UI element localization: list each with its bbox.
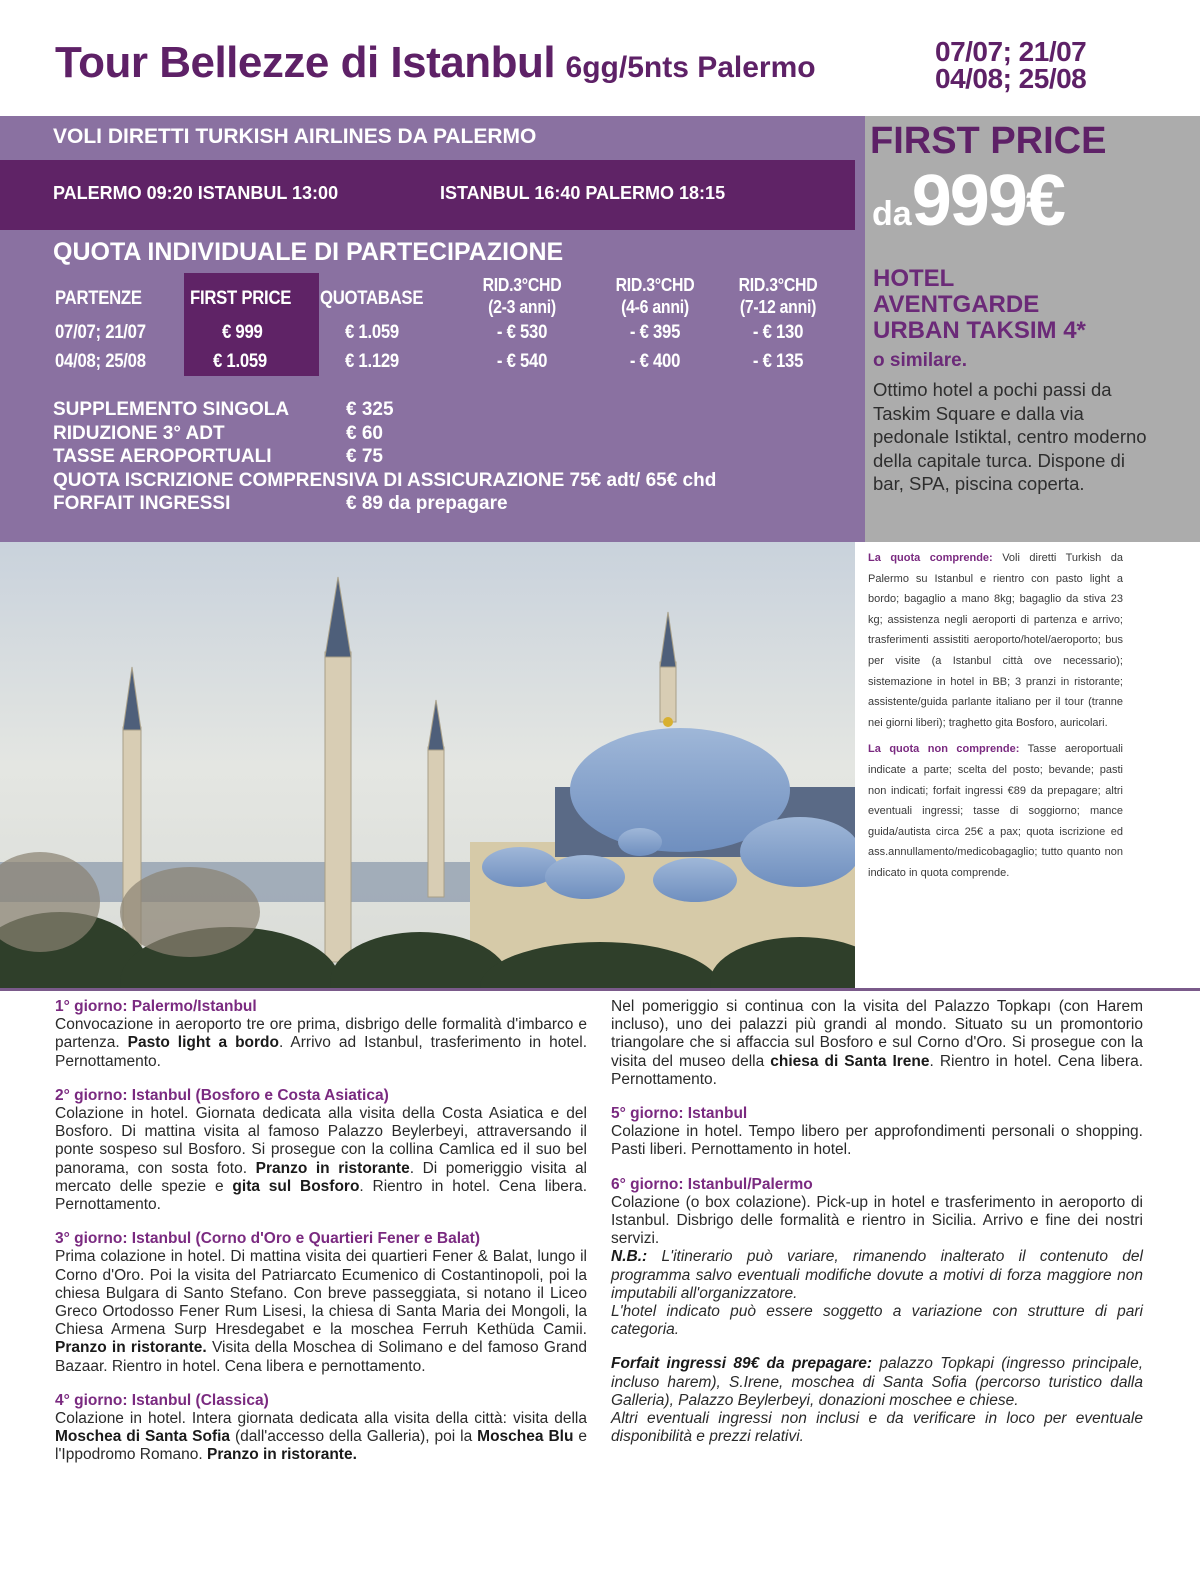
forfait-note: [611, 1355, 1143, 1446]
row2-partenze: 04/08; 25/08: [55, 351, 146, 372]
row1-partenze: 07/07; 21/07: [55, 322, 146, 343]
hotel-description: Ottimo hotel a pochi passi da Taskim Square e dalla via pedonale Istiktal, centro moderno della capitale turca. Dispone di bar, SPA, piscina coperta.: [873, 379, 1147, 494]
mosque-photo: [0, 542, 855, 990]
extra-value: € 325: [346, 399, 394, 420]
itinerary-day-4-continued: [611, 998, 1143, 1089]
day-text: Nel pomeriggio si continua con la visita del Palazzo Topkapı (con Harem incluso), uno dei palazzi più grandi al mondo. Situato su un promontorio triangolare che si affaccia sul Bosforo e sul Corno d'Oro. Si prosegue con la visita del museo della chiesa di Santa Irene. Rientro in hotel. Cena libera. Pernottamento.: [611, 998, 1143, 1088]
first-price-label: FIRST PRICE: [870, 120, 1107, 162]
itinerary-right-column: [611, 998, 1143, 1462]
extra-label: RIDUZIONE 3° ADT: [53, 422, 225, 444]
extra-value: € 75: [346, 446, 383, 467]
row1-quotabase: € 1.059: [345, 322, 399, 343]
day-title: 1° giorno: Palermo/Istanbul: [55, 998, 257, 1015]
flight-return: ISTANBUL 16:40 PALERMO 18:15: [440, 183, 726, 203]
row1-rid-2-3: - € 530: [496, 322, 548, 343]
day-text: Colazione in hotel. Intera giornata dedicata alla visita della città: visita della Moschea di Santa Sofia (dall'accesso della Galleria), poi la Moschea Blu e l'Ippodromo Romano. Pranzo in ristorante.: [55, 1410, 587, 1464]
row1-rid-4-6: - € 395: [629, 322, 681, 343]
nb-note: N.B.: L'itinerario può variare, rimanendo inalterato il contenuto del programma salvo eventuali modifiche dovute a motivi di forza maggiore non imputabili all'organizzatore.: [611, 1248, 1143, 1302]
section-divider: [0, 988, 1200, 991]
col-header-partenze: PARTENZE: [55, 288, 142, 309]
hotel-name-line3: URBAN TAKSIM 4*: [873, 317, 1086, 344]
departure-dates: [935, 38, 1086, 92]
row2-first-price: € 1.059: [213, 351, 267, 372]
hotel-note: L'hotel indicato può essere soggetto a variazione con strutture di pari categoria.: [611, 1303, 1143, 1339]
itinerary-left-column: [55, 998, 587, 1481]
row1-first-price: € 999: [222, 322, 263, 343]
page-title: [55, 38, 816, 88]
row2-rid-2-3: - € 540: [496, 351, 548, 372]
small-dome: [653, 858, 737, 902]
includes-label: La quota comprende:: [868, 552, 993, 564]
day-title: 6° giorno: Istanbul/Palermo: [611, 1175, 813, 1193]
side-dome: [740, 817, 855, 887]
row2-rid-4-6: - € 400: [629, 351, 681, 372]
itinerary-day-2: [55, 1087, 587, 1214]
col-header-rid-4-6-line1: RID.3°CHD: [615, 275, 695, 295]
row1-rid-7-12: - € 130: [752, 322, 804, 343]
col-header-rid-2-3-line1: RID.3°CHD: [482, 275, 562, 295]
header: [0, 0, 1200, 116]
other-entries-note: Altri eventuali ingressi non inclusi e da verificare in loco per eventuale disponibilità e prezzi relativi.: [611, 1410, 1143, 1446]
forfait-text: Forfait ingressi 89€ da prepagare: palazzo Topkapi (ingresso principale, incluso harem), S.Irene, moschea di Santa Sofia (percorso turistico dalla Galleria), Palazzo Beylerbeyi, donazioni moschee e chiese.: [611, 1355, 1143, 1409]
quote-excludes: [868, 739, 1123, 883]
col-header-rid-7-12-line2: (7-12 anni): [739, 297, 817, 317]
day-title: 5° giorno: Istanbul: [611, 1105, 748, 1123]
includes-text: Voli diretti Turkish da Palermo su Istanbul e rientro con pasto light a bordo; bagaglio a mano 8kg; bagaglio da stiva 23 kg; assistenza negli aeroporti di partenza e arrivo; trasferimenti assistiti aeroporto/hotel/aeroporto; bus per visite (a Istanbul città ove necessario); sistemazione in hotel in BB; 3 pranzi in ristorante; assistente/guida parlante italiano per il tour (tranne nei giorni liberi); traghetto gita Bosforo, auricolari.: [868, 552, 1123, 729]
itinerary-day-5: [611, 1105, 1143, 1160]
price-prefix: da: [872, 195, 912, 233]
tour-subtitle: 6gg/5nts Palermo: [565, 51, 816, 84]
quote-details: [868, 548, 1123, 890]
itinerary-day-1: [55, 998, 587, 1071]
col-header-rid-7-12-line1: RID.3°CHD: [738, 275, 818, 295]
day-text: Colazione in hotel. Tempo libero per approfondimenti personali o shopping. Pasti liberi. Pernottamento in hotel.: [611, 1123, 1143, 1159]
itinerary-day-4: [55, 1392, 587, 1465]
day-title: 2° giorno: Istanbul (Bosforo e Costa Asiatica): [55, 1086, 389, 1104]
pricing-heading: QUOTA INDIVIDUALE DI PARTECIPAZIONE: [53, 238, 564, 266]
price-value: 999€: [911, 161, 1064, 241]
col-header-rid-2-3: [469, 274, 575, 318]
hotel-name: [873, 266, 1086, 344]
day-text: Colazione (o box colazione). Pick-up in hotel e trasferimento in aeroporto di Istanbul. Disbrigo delle formalità e rientro in Sicilia. Arrivo e fine dei nostri servizi.: [611, 1193, 1143, 1248]
col-header-rid-2-3-line2: (2-3 anni): [488, 297, 556, 317]
col-header-rid-7-12: [725, 274, 831, 318]
small-dome: [618, 828, 662, 856]
itinerary-day-3: [55, 1230, 587, 1376]
mosque-illustration: [0, 542, 855, 990]
quote-includes: [868, 548, 1123, 733]
golden-finial: [663, 717, 673, 727]
panel-divider: [855, 116, 865, 542]
flight-outbound: PALERMO 09:20 ISTANBUL 13:00: [53, 183, 339, 203]
row2-rid-7-12: - € 135: [752, 351, 804, 372]
extra-label: TASSE AEROPORTUALI: [53, 446, 272, 467]
dates-line-1: 07/07; 21/07: [935, 36, 1087, 67]
day-title: 3° giorno: Istanbul (Corno d'Oro e Quartieri Fener e Balat): [55, 1230, 480, 1248]
extra-label: SUPPLEMENTO SINGOLA: [53, 399, 290, 420]
col-header-rid-4-6: [602, 274, 708, 318]
dates-line-2: 04/08; 25/08: [935, 63, 1087, 94]
flights-heading: VOLI DIRETTI TURKISH AIRLINES DA PALERMO: [53, 125, 537, 148]
day-text: Prima colazione in hotel. Di mattina visita dei quartieri Fener & Balat, lungo il Corno d'Oro. Poi la visita del Patriarcato Ecumenico di Costantinopoli, poi la chiesa Bulgara di Santo Stefano. Con breve passeggiata, si notano il Liceo Greco Ortodosso Fener Rum Lisesi, la chiesa di Santa Maria dei Mongoli, la Chiesa Armena Surp Hresdegabet e la moschea Ferruh Kethüda Camii. Pranzo in ristorante. Visita della Moschea di Solimano e del famoso Grand Bazaar. Rientro in hotel. Cena libera e pernottamento.: [55, 1248, 587, 1375]
excludes-label: La quota non comprende:: [868, 743, 1020, 756]
hotel-name-line2: AVENTGARDE: [873, 291, 1040, 318]
excludes-text: Tasse aeroportuali indicate a parte; scelta del posto; bevande; pasti non indicati; forfait ingressi €89 da prepagare; altri eventuali ingressi; tasse di soggiorno; mance guida/autista circa 25€ a pax; quota iscrizione ed ass.annullamento/medicobagaglio; tutto quanto non indicato in quota comprende.: [868, 743, 1123, 879]
extra-value: € 89 da prepagare: [346, 493, 508, 514]
day-text: Convocazione in aeroporto tre ore prima, disbrigo delle formalità d'imbarco e partenza. Pasto light a bordo. Arrivo ad Istanbul, trasferimento in hotel. Pernottamento.: [55, 1016, 588, 1070]
col-header-rid-4-6-line2: (4-6 anni): [621, 297, 689, 317]
hotel-similar: o similare.: [873, 350, 967, 371]
extra-label: FORFAIT INGRESSI: [53, 493, 231, 514]
hotel-name-line1: HOTEL: [873, 265, 955, 292]
col-header-quotabase: QUOTABASE: [320, 288, 424, 309]
small-dome: [545, 855, 625, 899]
itinerary-day-6: [611, 1176, 1143, 1340]
row2-quotabase: € 1.129: [345, 351, 399, 372]
extra-value: € 60: [346, 422, 383, 444]
extra-label: QUOTA ISCRIZIONE COMPRENSIVA DI ASSICURAZIONE 75€ adt/ 65€ chd: [53, 469, 717, 491]
day-title: 4° giorno: Istanbul (Classica): [55, 1391, 269, 1409]
day-text: Colazione in hotel. Giornata dedicata alla visita della Costa Asiatica e del Bosforo. Di mattina visita al famoso Palazzo Beylerbeyi, attraversando il ponte sospeso sul Bosforo. Si prosegue con la collina Camlica ed il suo bel panorama, con sosta foto. Pranzo in ristorante. Di pomeriggio visita al mercato delle spezie e gita sul Bosforo. Rientro in hotel. Cena libera. Pernottamento.: [55, 1105, 588, 1214]
promo-price: [872, 160, 1064, 242]
col-header-first-price: FIRST PRICE: [190, 288, 292, 309]
tour-title: Tour Bellezze di Istanbul: [55, 38, 556, 87]
